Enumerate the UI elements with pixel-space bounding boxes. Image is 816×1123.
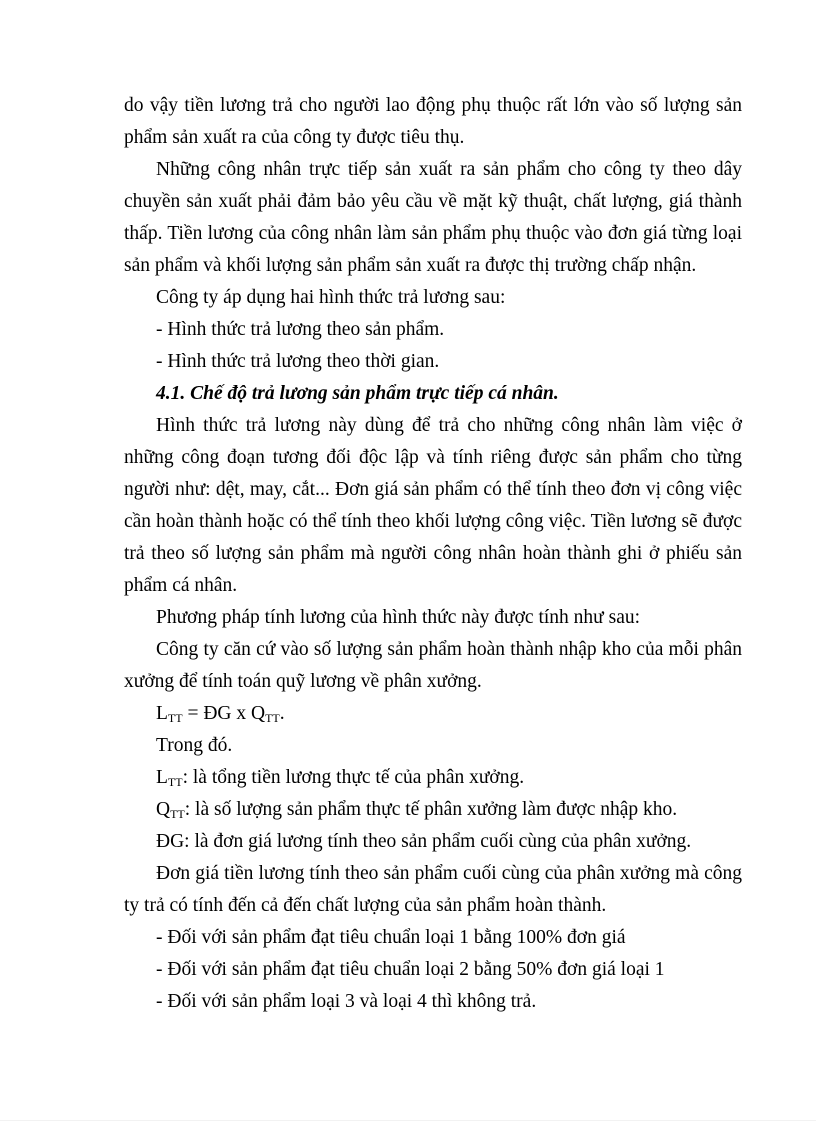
document-page	[124, 90, 742, 1018]
definition-dg: ĐG: là đơn giá lương tính theo sản phẩm cuối cùng của phân xưởng.	[156, 831, 692, 852]
formula-middle: = ĐG x Q	[182, 703, 266, 724]
paragraph-8: Công ty căn cứ vào số lượng sản phẩm hoàn thành nhập kho của mỗi phân xưởng để tính toán quỹ lương về phân xưởng.	[124, 639, 742, 692]
definition-qtt-text: : là số lượng sản phẩm thực tế phân xưởng làm được nhập kho.	[184, 799, 678, 820]
list-item-grade-1: - Đối với sản phẩm đạt tiêu chuẩn loại 1 bằng 100% đơn giá	[156, 927, 626, 948]
paragraph-6: Hình thức trả lương này dùng để trả cho những công nhân làm việc ở những công đoạn tương đối độc lập và tính riêng được sản phẩm cho từng người như: dệt, may, cắt... Đơn giá sản phẩm có thể tính theo đơn vị công việc cần hoàn thành hoặc có thể tính theo khối lượng công việc. Tiền lương sẽ được trả theo số lượng sản phẩm mà người công nhân hoàn thành ghi ở phiếu sản phẩm cá nhân.	[124, 415, 742, 596]
definition-ltt	[124, 762, 742, 794]
formula-l-sub: TT	[167, 711, 183, 725]
paragraph-1: do vậy tiền lương trả cho người lao động phụ thuộc rất lớn vào số lượng sản phẩm sản xuất ra của công ty được tiêu thụ.	[124, 95, 742, 148]
list-item-time: - Hình thức trả lương theo thời gian.	[156, 351, 440, 372]
formula	[124, 698, 742, 730]
list-item-grade-3-4: - Đối với sản phẩm loại 3 và loại 4 thì không trả.	[156, 991, 537, 1012]
paragraph-10: Đơn giá tiền lương tính theo sản phẩm cuối cùng của phân xưởng mà công ty trả có tính đến cả đến chất lượng của sản phẩm hoàn thành.	[124, 863, 742, 916]
definition-ltt-sub: TT	[167, 775, 183, 789]
paragraph-9: Trong đó.	[156, 735, 233, 756]
paragraph-2: Những công nhân trực tiếp sản xuất ra sản phẩm cho công ty theo dây chuyền sản xuất phải đảm bảo yêu cầu về mặt kỹ thuật, chất lượng, giá thành thấp. Tiền lương của công nhân làm sản phẩm phụ thuộc vào đơn giá từng loại sản phẩm và khối lượng sản phẩm sản xuất ra được thị trường chấp nhận.	[124, 159, 742, 276]
section-heading: 4.1. Chế độ trả lương sản phẩm trực tiếp cá nhân.	[156, 383, 559, 404]
formula-end: .	[279, 703, 285, 724]
definition-ltt-symbol: L	[156, 767, 168, 788]
definition-qtt-sub: TT	[170, 807, 185, 821]
list-item-product: - Hình thức trả lương theo sản phẩm.	[156, 319, 445, 340]
paragraph-7: Phương pháp tính lương của hình thức này được tính như sau:	[156, 607, 641, 628]
definition-qtt-symbol: Q	[156, 799, 171, 820]
formula-q-sub: TT	[265, 711, 280, 725]
definition-qtt	[124, 794, 742, 826]
formula-l: L	[156, 703, 168, 724]
page-bottom-edge	[0, 1120, 816, 1121]
list-item-grade-2: - Đối với sản phẩm đạt tiêu chuẩn loại 2 bằng 50% đơn giá loại 1	[156, 959, 665, 980]
definition-ltt-text: : là tổng tiền lương thực tế của phân xưởng.	[182, 767, 525, 788]
paragraph-3: Công ty áp dụng hai hình thức trả lương sau:	[156, 287, 506, 308]
